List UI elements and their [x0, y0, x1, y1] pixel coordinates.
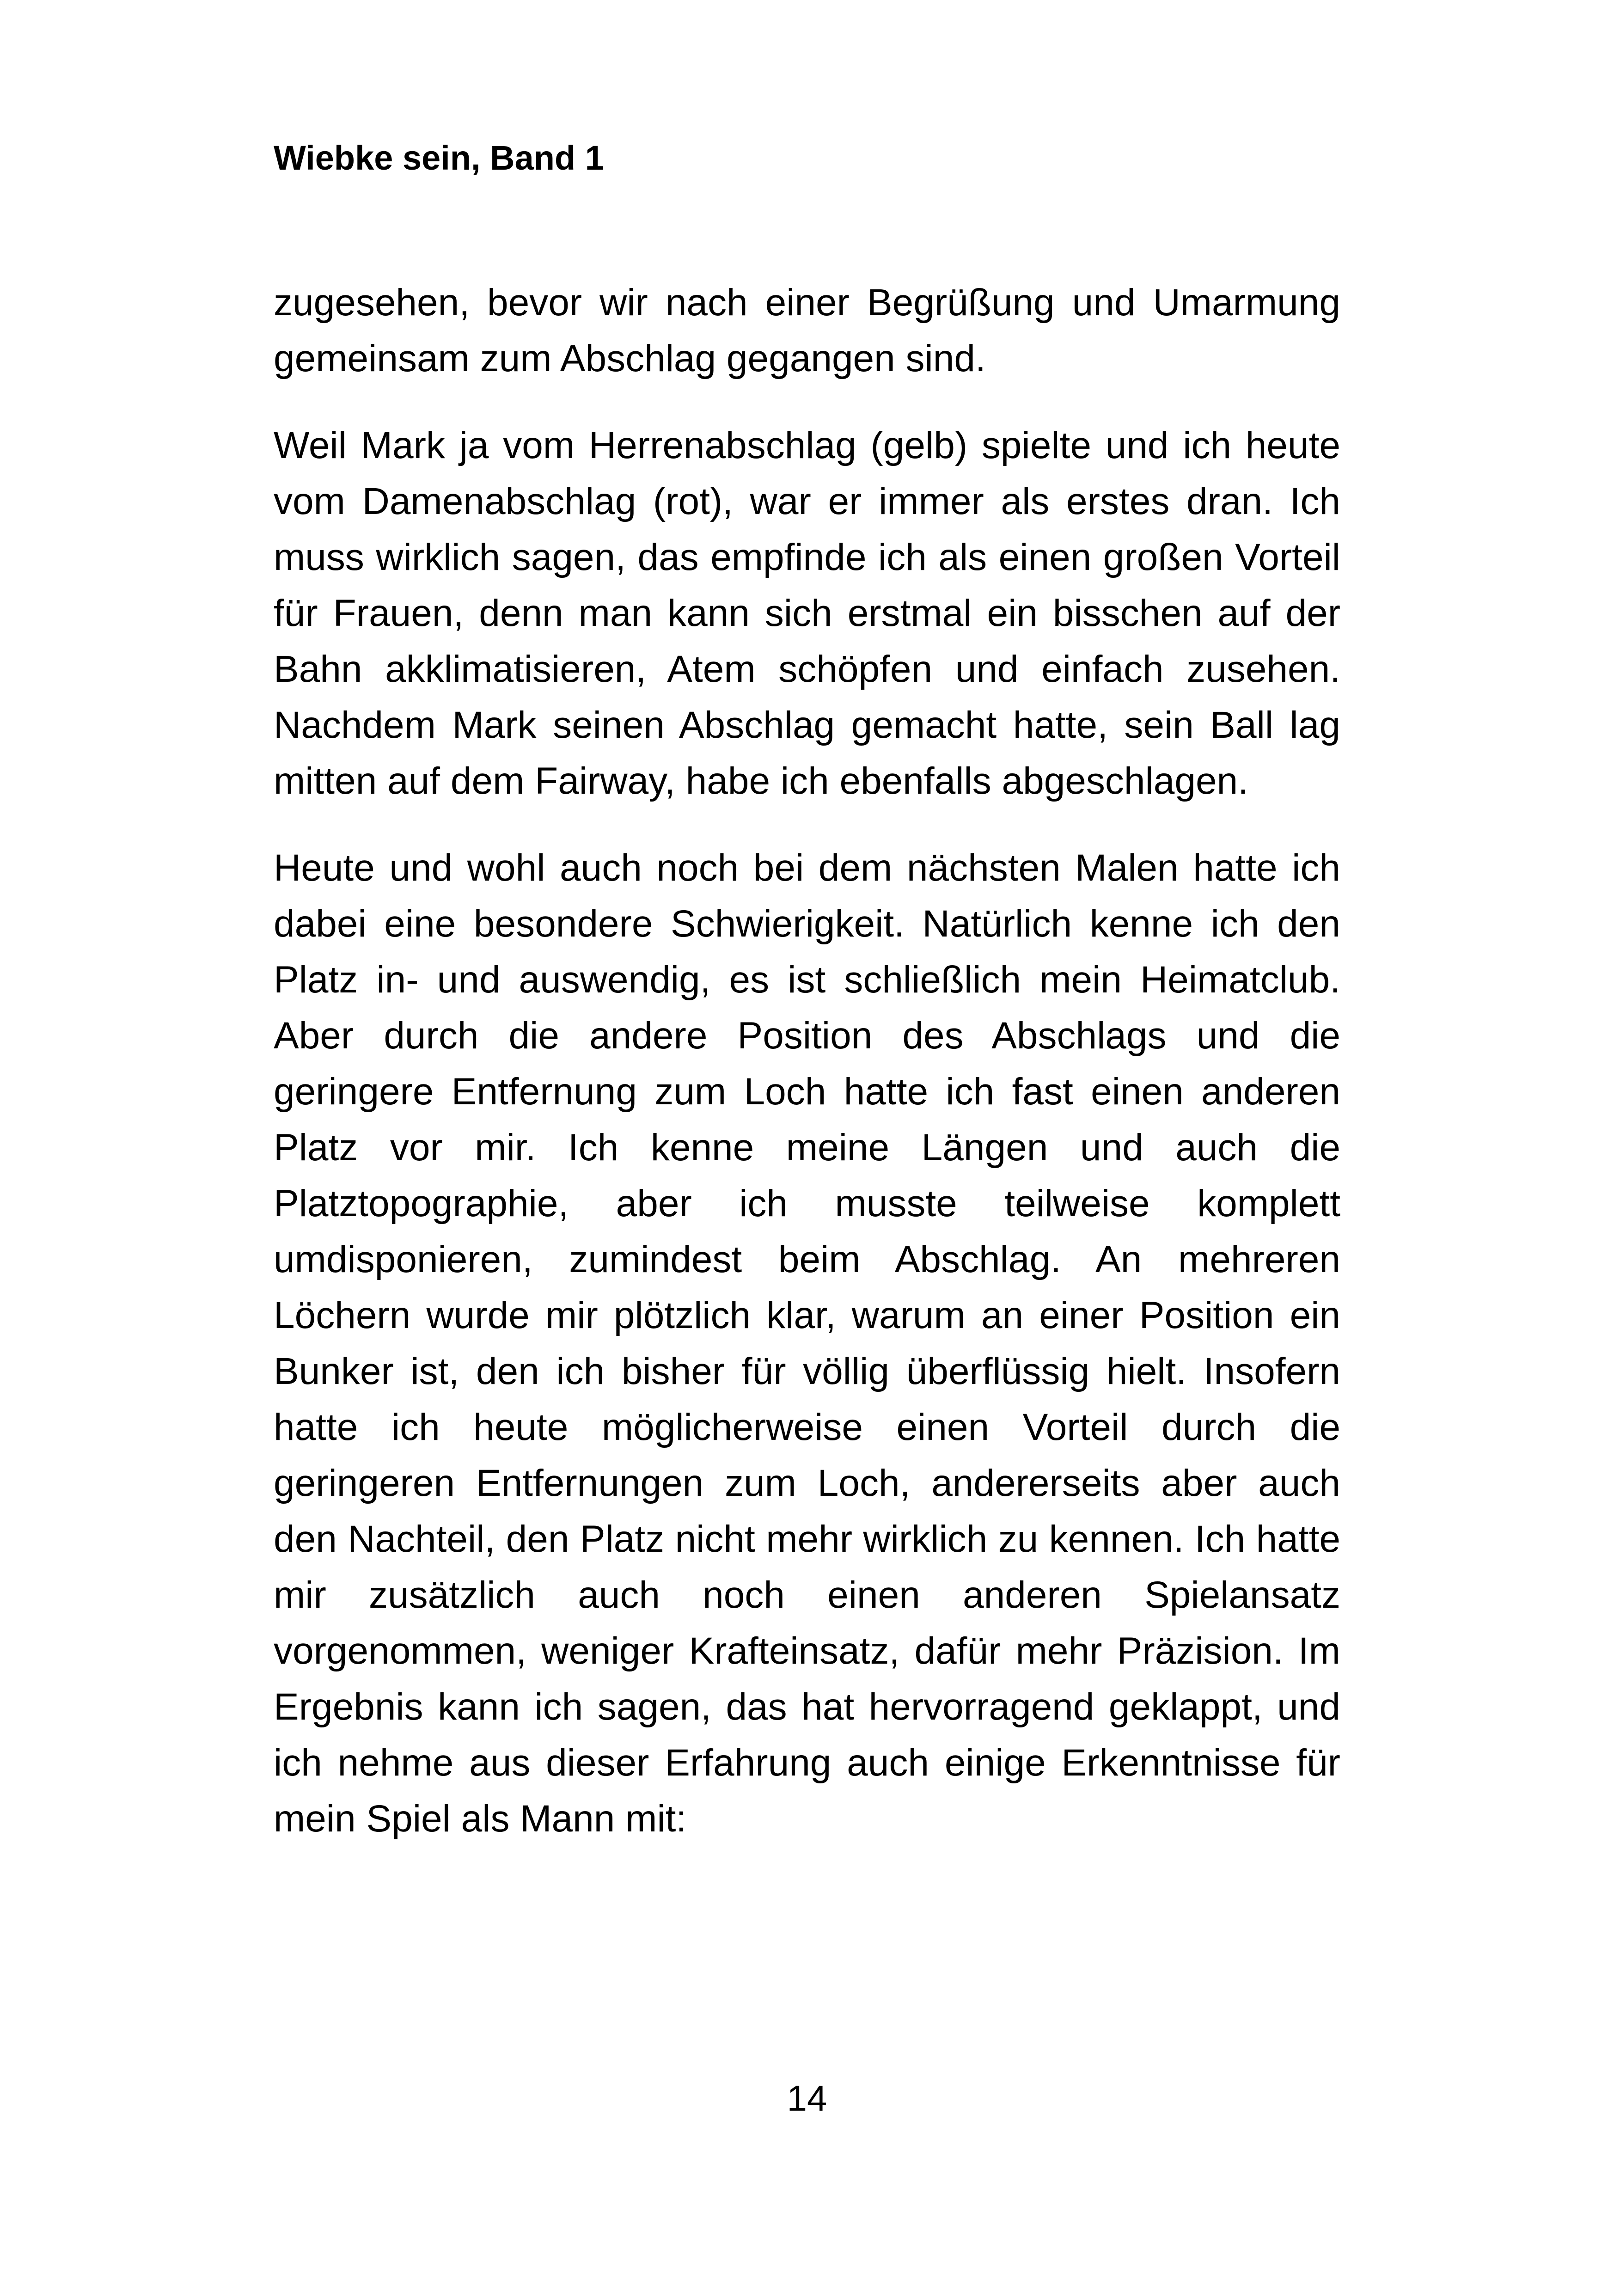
paragraph-1: zugesehen, bevor wir nach einer Begrüßung und Umarmung gemeinsam zum Abschlag gegangen sind. — [274, 282, 1340, 380]
body-text — [274, 275, 1340, 1847]
page-number: 14 — [787, 2078, 827, 2118]
running-header: Wiebke sein, Band 1 — [274, 139, 604, 177]
paragraph-3: Heute und wohl auch noch bei dem nächsten Malen hatte ich dabei eine besondere Schwierigkeit. Natürlich kenne ich den Platz in- und auswendig, es ist schließlich mein Heimatclub. Aber durch die andere Position des Abschlags und die geringere Entfernung zum Loch hatte ich fast einen anderen Platz vor mir. Ich kenne meine Längen und auch die Platztopographie, aber ich musste teilweise komplett umdisponieren, zumindest beim Abschlag. An mehreren Löchern wurde mir plötzlich klar, warum an einer Position ein Bunker ist, den ich bisher für völlig überflüssig hielt. Insofern hatte ich heute möglicherweise einen Vorteil durch die geringeren Entfernungen zum Loch, andererseits aber auch den Nachteil, den Platz nicht mehr wirklich zu kennen. Ich hatte mir zusätzlich auch noch einen anderen Spielansatz vorgenommen, weniger Krafteinsatz, dafür mehr Präzision. Im Ergebnis kann ich sagen, das hat hervorragend geklappt, und ich nehme aus dieser Erfahrung auch einige Erkenntnisse für mein Spiel als Mann mit: — [274, 847, 1340, 1840]
paragraph-2: Weil Mark ja vom Herrenabschlag (gelb) spielte und ich heute vom Damenabschlag (rot), war er immer als erstes dran. Ich muss wirklich sagen, das empfinde ich als einen großen Vorteil für Frauen, denn man kann sich erstmal ein bisschen auf der Bahn akklimatisieren, Atem schöpfen und einfach zusehen. Nachdem Mark seinen Abschlag gemacht hatte, sein Ball lag mitten auf dem Fairway, habe ich ebenfalls abgeschlagen. — [274, 424, 1340, 802]
